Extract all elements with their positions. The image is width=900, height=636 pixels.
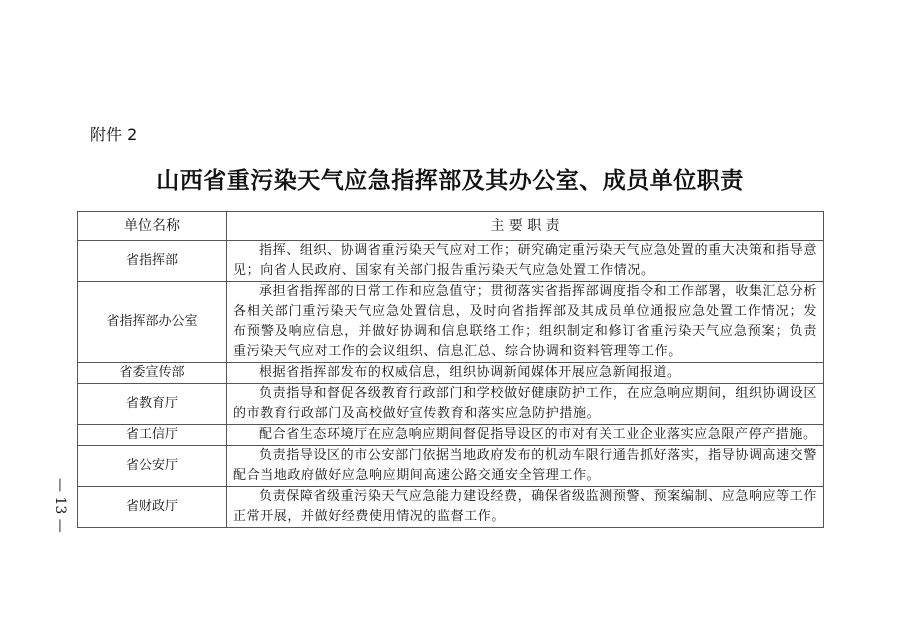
unit-duty: 配合省生态环境厅在应急响应期间督促指导设区的市对有关工业企业落实应急限产停产措施。 <box>227 425 824 446</box>
table-row <box>78 282 824 363</box>
unit-duty: 指挥、组织、协调省重污染天气应对工作；研究确定重污染天气应急处置的重大决策和指导意见；向省人民政府、国家有关部门报告重污染天气应急处置工作情况。 <box>227 241 824 282</box>
responsibilities-table <box>77 211 824 528</box>
unit-duty: 根据省指挥部发布的权威信息，组织协调新闻媒体开展应急新闻报道。 <box>227 363 824 384</box>
attachment-label: 附件 2 <box>90 125 138 144</box>
unit-name: 省教育厅 <box>78 384 227 425</box>
unit-duty: 承担省指挥部的日常工作和应急值守；贯彻落实省指挥部调度指令和工作部署，收集汇总分析各相关部门重污染天气应急处置信息，及时向省指挥部及其成员单位通报应急处置工作情况；发布预警及响应信息，并做好协调和信息联络工作；组织制定和修订省重污染天气应急预案；负责重污染天气应对工作的会议组织、信息汇总、综合协调和资料管理等工作。 <box>227 282 824 363</box>
table-row <box>78 241 824 282</box>
table-row <box>78 446 824 487</box>
unit-duty: 负责保障省级重污染天气应急能力建设经费，确保省级监测预警、预案编制、应急响应等工作正常开展，并做好经费使用情况的监督工作。 <box>227 487 824 528</box>
unit-name: 省公安厅 <box>78 446 227 487</box>
unit-duty: 负责指导和督促各级教育行政部门和学校做好健康防护工作，在应急响应期间，组织协调设区的市教育行政部门及高校做好宣传教育和落实应急防护措施。 <box>227 384 824 425</box>
page-number: — 13 — <box>52 478 68 533</box>
header-unit: 单位名称 <box>78 212 227 241</box>
unit-duty: 负责指导设区的市公安部门依据当地政府发布的机动车限行通告抓好落实，指导协调高速交警配合当地政府做好应急响应期间高速公路交通安全管理工作。 <box>227 446 824 487</box>
table-header-row <box>78 212 824 241</box>
unit-name: 省财政厅 <box>78 487 227 528</box>
header-duty: 主 要 职 责 <box>227 212 824 241</box>
unit-name: 省指挥部办公室 <box>78 282 227 363</box>
table-row <box>78 425 824 446</box>
table-row <box>78 487 824 528</box>
table-row <box>78 363 824 384</box>
unit-name: 省指挥部 <box>78 241 227 282</box>
table-row <box>78 384 824 425</box>
unit-name: 省委宣传部 <box>78 363 227 384</box>
document-title: 山西省重污染天气应急指挥部及其办公室、成员单位职责 <box>156 167 744 194</box>
unit-name: 省工信厅 <box>78 425 227 446</box>
